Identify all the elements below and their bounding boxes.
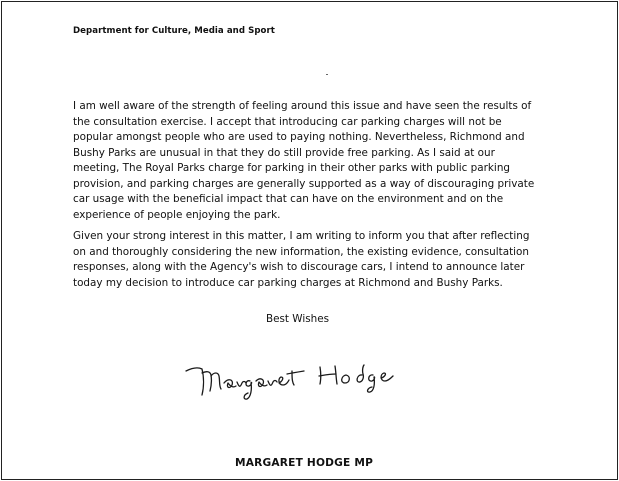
paragraph-line: I am well aware of the strength of feeling around this issue and have seen the results of [73, 100, 532, 112]
paragraph-line: provision, and parking charges are generally supported as a way of discouraging private [73, 177, 535, 190]
paragraph-line: popular amongst people who are used to paying nothing. Nevertheless, Richmond and [73, 131, 525, 143]
paragraph-line: the consultation exercise. I accept that introducing car parking charges will not be [73, 115, 502, 128]
paragraph-line: on and thoroughly considering the new information, the existing evidence, consultation [73, 245, 529, 258]
closing-salutation: Best Wishes [266, 313, 330, 325]
paragraph-line: car usage with the beneficial impact that can have on the environment and on the [73, 193, 504, 205]
paragraph-line: today my decision to introduce car parking charges at Richmond and Bushy Parks. [73, 276, 503, 289]
paragraph-line: Given your strong interest in this matter, I am writing to inform you that after reflecting [73, 230, 530, 242]
paragraph-line: responses, along with the Agency's wish to discourage cars, I intend to announce later [73, 261, 525, 273]
signatory-name: MARGARET HODGE MP [235, 457, 374, 469]
paragraph-line: experience of people enjoying the park. [73, 208, 281, 221]
paragraph-1 [73, 99, 534, 223]
paragraph-line: meeting, The Royal Parks charge for parking in their other parks with public parking [73, 162, 511, 174]
paragraph-2 [73, 229, 529, 291]
scan-speck [326, 74, 328, 75]
handwritten-signature [180, 357, 420, 407]
department-heading: Department for Culture, Media and Sport [73, 26, 275, 36]
letter-page [1, 1, 618, 480]
paragraph-line: Bushy Parks are unusual in that they do still provide free parking. As I said at our [73, 146, 495, 159]
